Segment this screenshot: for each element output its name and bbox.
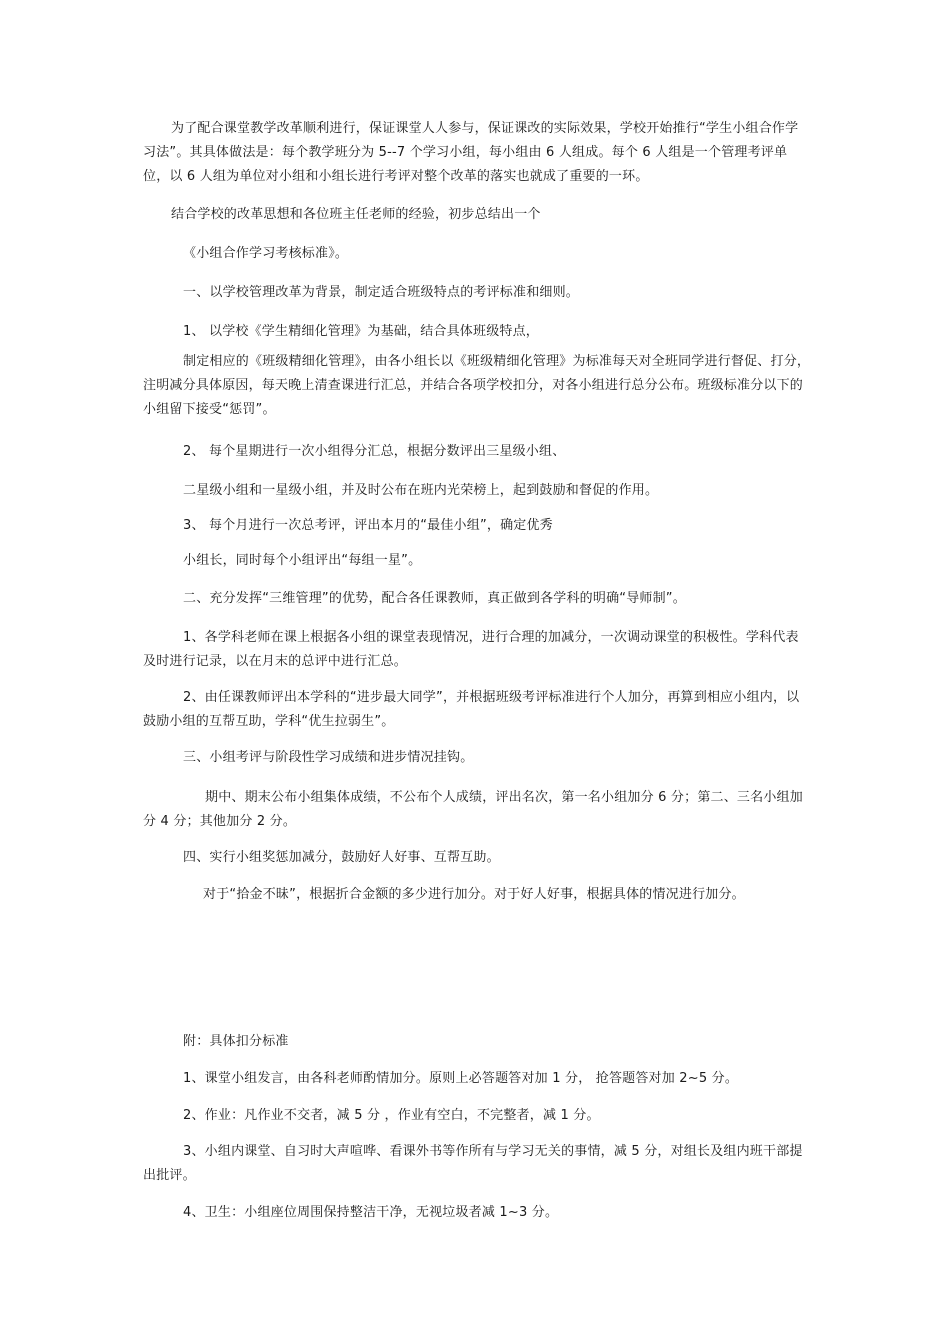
- item-1-2: 2、 每个星期进行一次小组得分汇总，根据分数评出三星级小组、: [183, 444, 566, 459]
- section-heading-4: 四、实行小组奖惩加减分，鼓励好人好事、互帮互助。: [183, 850, 500, 865]
- item-1-3: 3、 每个月进行一次总考评，评出本月的“最佳小组”，确定优秀: [183, 518, 553, 533]
- intro-paragraph: 为了配合课堂教学改革顺利进行，保证课堂人人参与，保证课改的实际效果，学校开始推行“学生小组合作学习法”。其具体做法是：每个教学班分为 5--7 个学习小组，每小组由 6 人组成。每个 6 人组是一个管理考评单位，以 6 人组为单位对小组和小组长进行考评对整个改革的落实也就成了重要的一环。: [143, 121, 799, 184]
- item-2-2: 2、由任课教师评出本学科的“进步最大同学”，并根据班级考评标准进行个人加分，再算到相应小组内，以鼓励小组的互帮互助，学科“优生拉弱生”。: [143, 690, 800, 729]
- item-1-1-detail: 制定相应的《班级精细化管理》，由各小组长以《班级精细化管理》为标准每天对全班同学进行督促、打分，注明减分具体原因，每天晚上清查课进行汇总，并结合各项学校扣分，对各小组进行总分公布。班级标准分以下的小组留下接受“惩罚”。: [143, 354, 811, 417]
- section-4-detail: 对于“拾金不昧”，根据折合金额的多少进行加分。对于好人好事，根据具体的情况进行加分。: [203, 887, 745, 902]
- summary-paragraph: 结合学校的改革思想和各位班主任老师的经验，初步总结出一个: [171, 207, 541, 222]
- item-1-3-detail: 小组长，同时每个小组评出“每组一星”。: [183, 553, 422, 568]
- appendix-item-1: 1、课堂小组发言，由各科老师酌情加分。原则上必答题答对加 1 分， 抢答题答对加 2~5 分。: [183, 1071, 739, 1086]
- appendix-heading: 附：具体扣分标准: [183, 1034, 289, 1049]
- item-1-1: 1、 以学校《学生精细化管理》为基础，结合具体班级特点，: [183, 324, 540, 339]
- section-3-detail: 期中、期末公布小组集体成绩，不公布个人成绩，评出名次，第一名小组加分 6 分；第二、三名小组加分 4 分；其他加分 2 分。: [143, 790, 803, 829]
- appendix-item-2: 2、作业：凡作业不交者，减 5 分 ，作业有空白，不完整者，减 1 分。: [183, 1108, 600, 1123]
- section-heading-1: 一、以学校管理改革为背景，制定适合班级特点的考评标准和细则。: [183, 285, 580, 300]
- section-heading-2: 二、充分发挥“三维管理”的优势，配合各任课教师，真正做到各学科的明确“导师制”。: [183, 591, 686, 606]
- section-heading-3: 三、小组考评与阶段性学习成绩和进步情况挂钩。: [183, 750, 474, 765]
- appendix-item-4: 4、卫生：小组座位周围保持整洁干净，无视垃圾者减 1~3 分。: [183, 1205, 559, 1220]
- appendix-item-3: 3、小组内课堂、自习时大声喧哗、看课外书等作所有与学习无关的事情，减 5 分，对组长及组内班干部提出批评。: [143, 1144, 803, 1183]
- standard-title: 《小组合作学习考核标准》。: [183, 246, 349, 261]
- item-2-1: 1、各学科老师在课上根据各小组的课堂表现情况，进行合理的加减分，一次调动课堂的积极性。学科代表及时进行记录，以在月末的总评中进行汇总。: [143, 630, 799, 669]
- item-1-2-detail: 二星级小组和一星级小组，并及时公布在班内光荣榜上，起到鼓励和督促的作用。: [183, 483, 659, 498]
